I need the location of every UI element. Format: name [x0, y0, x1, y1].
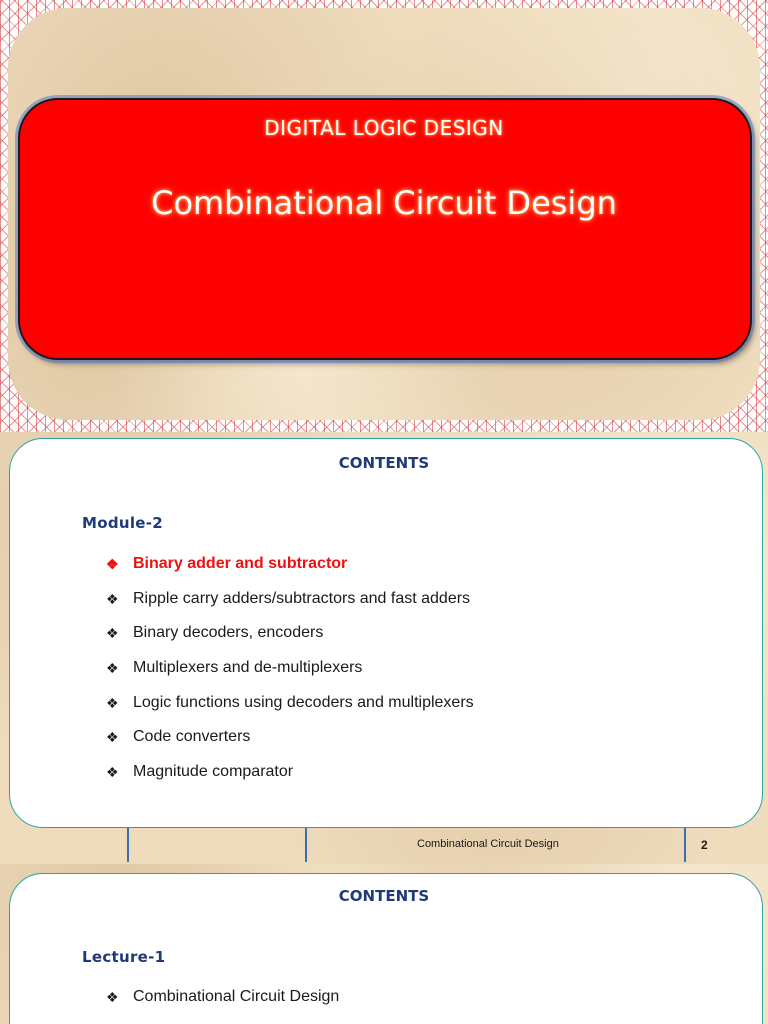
topic-list	[106, 988, 339, 1023]
diamond-bullet-icon: ❖	[106, 764, 119, 781]
topic-label: Binary adder and subtractor	[133, 555, 348, 572]
topic-label: Code converters	[133, 728, 251, 746]
page-number: 2	[701, 838, 708, 852]
diamond-bullet-icon: ❖	[106, 556, 119, 572]
contents-heading: CONTENTS	[338, 454, 430, 472]
lecture-heading: Lecture-1	[82, 948, 166, 966]
diamond-bullet-icon: ❖	[106, 625, 119, 642]
diamond-bullet-icon: ❖	[106, 729, 119, 746]
module-heading: Module-2	[82, 514, 164, 532]
deck-title: Combinational Circuit Design	[151, 184, 617, 222]
diamond-bullet-icon: ❖	[106, 590, 119, 607]
diamond-bullet-icon: ❖	[106, 660, 119, 677]
topic-label: Logic functions using decoders and multiplexers	[133, 693, 474, 711]
topic-label: Combinational Circuit Design	[133, 988, 340, 1005]
course-name: DIGITAL LOGIC DESIGN	[264, 116, 504, 140]
list-item	[106, 988, 339, 1023]
topic-label: Ripple carry adders/subtractors and fast adders	[133, 589, 471, 607]
topic-label: Magnitude comparator	[133, 763, 294, 781]
diamond-bullet-icon: ❖	[106, 989, 119, 1005]
topic-label: Multiplexers and de-multiplexers	[133, 659, 363, 677]
contents-heading: CONTENTS	[338, 887, 430, 905]
topic-label: Binary decoders, encoders	[133, 624, 324, 642]
diamond-bullet-icon: ❖	[106, 694, 119, 711]
footer-title: Combinational Circuit Design	[417, 838, 559, 850]
